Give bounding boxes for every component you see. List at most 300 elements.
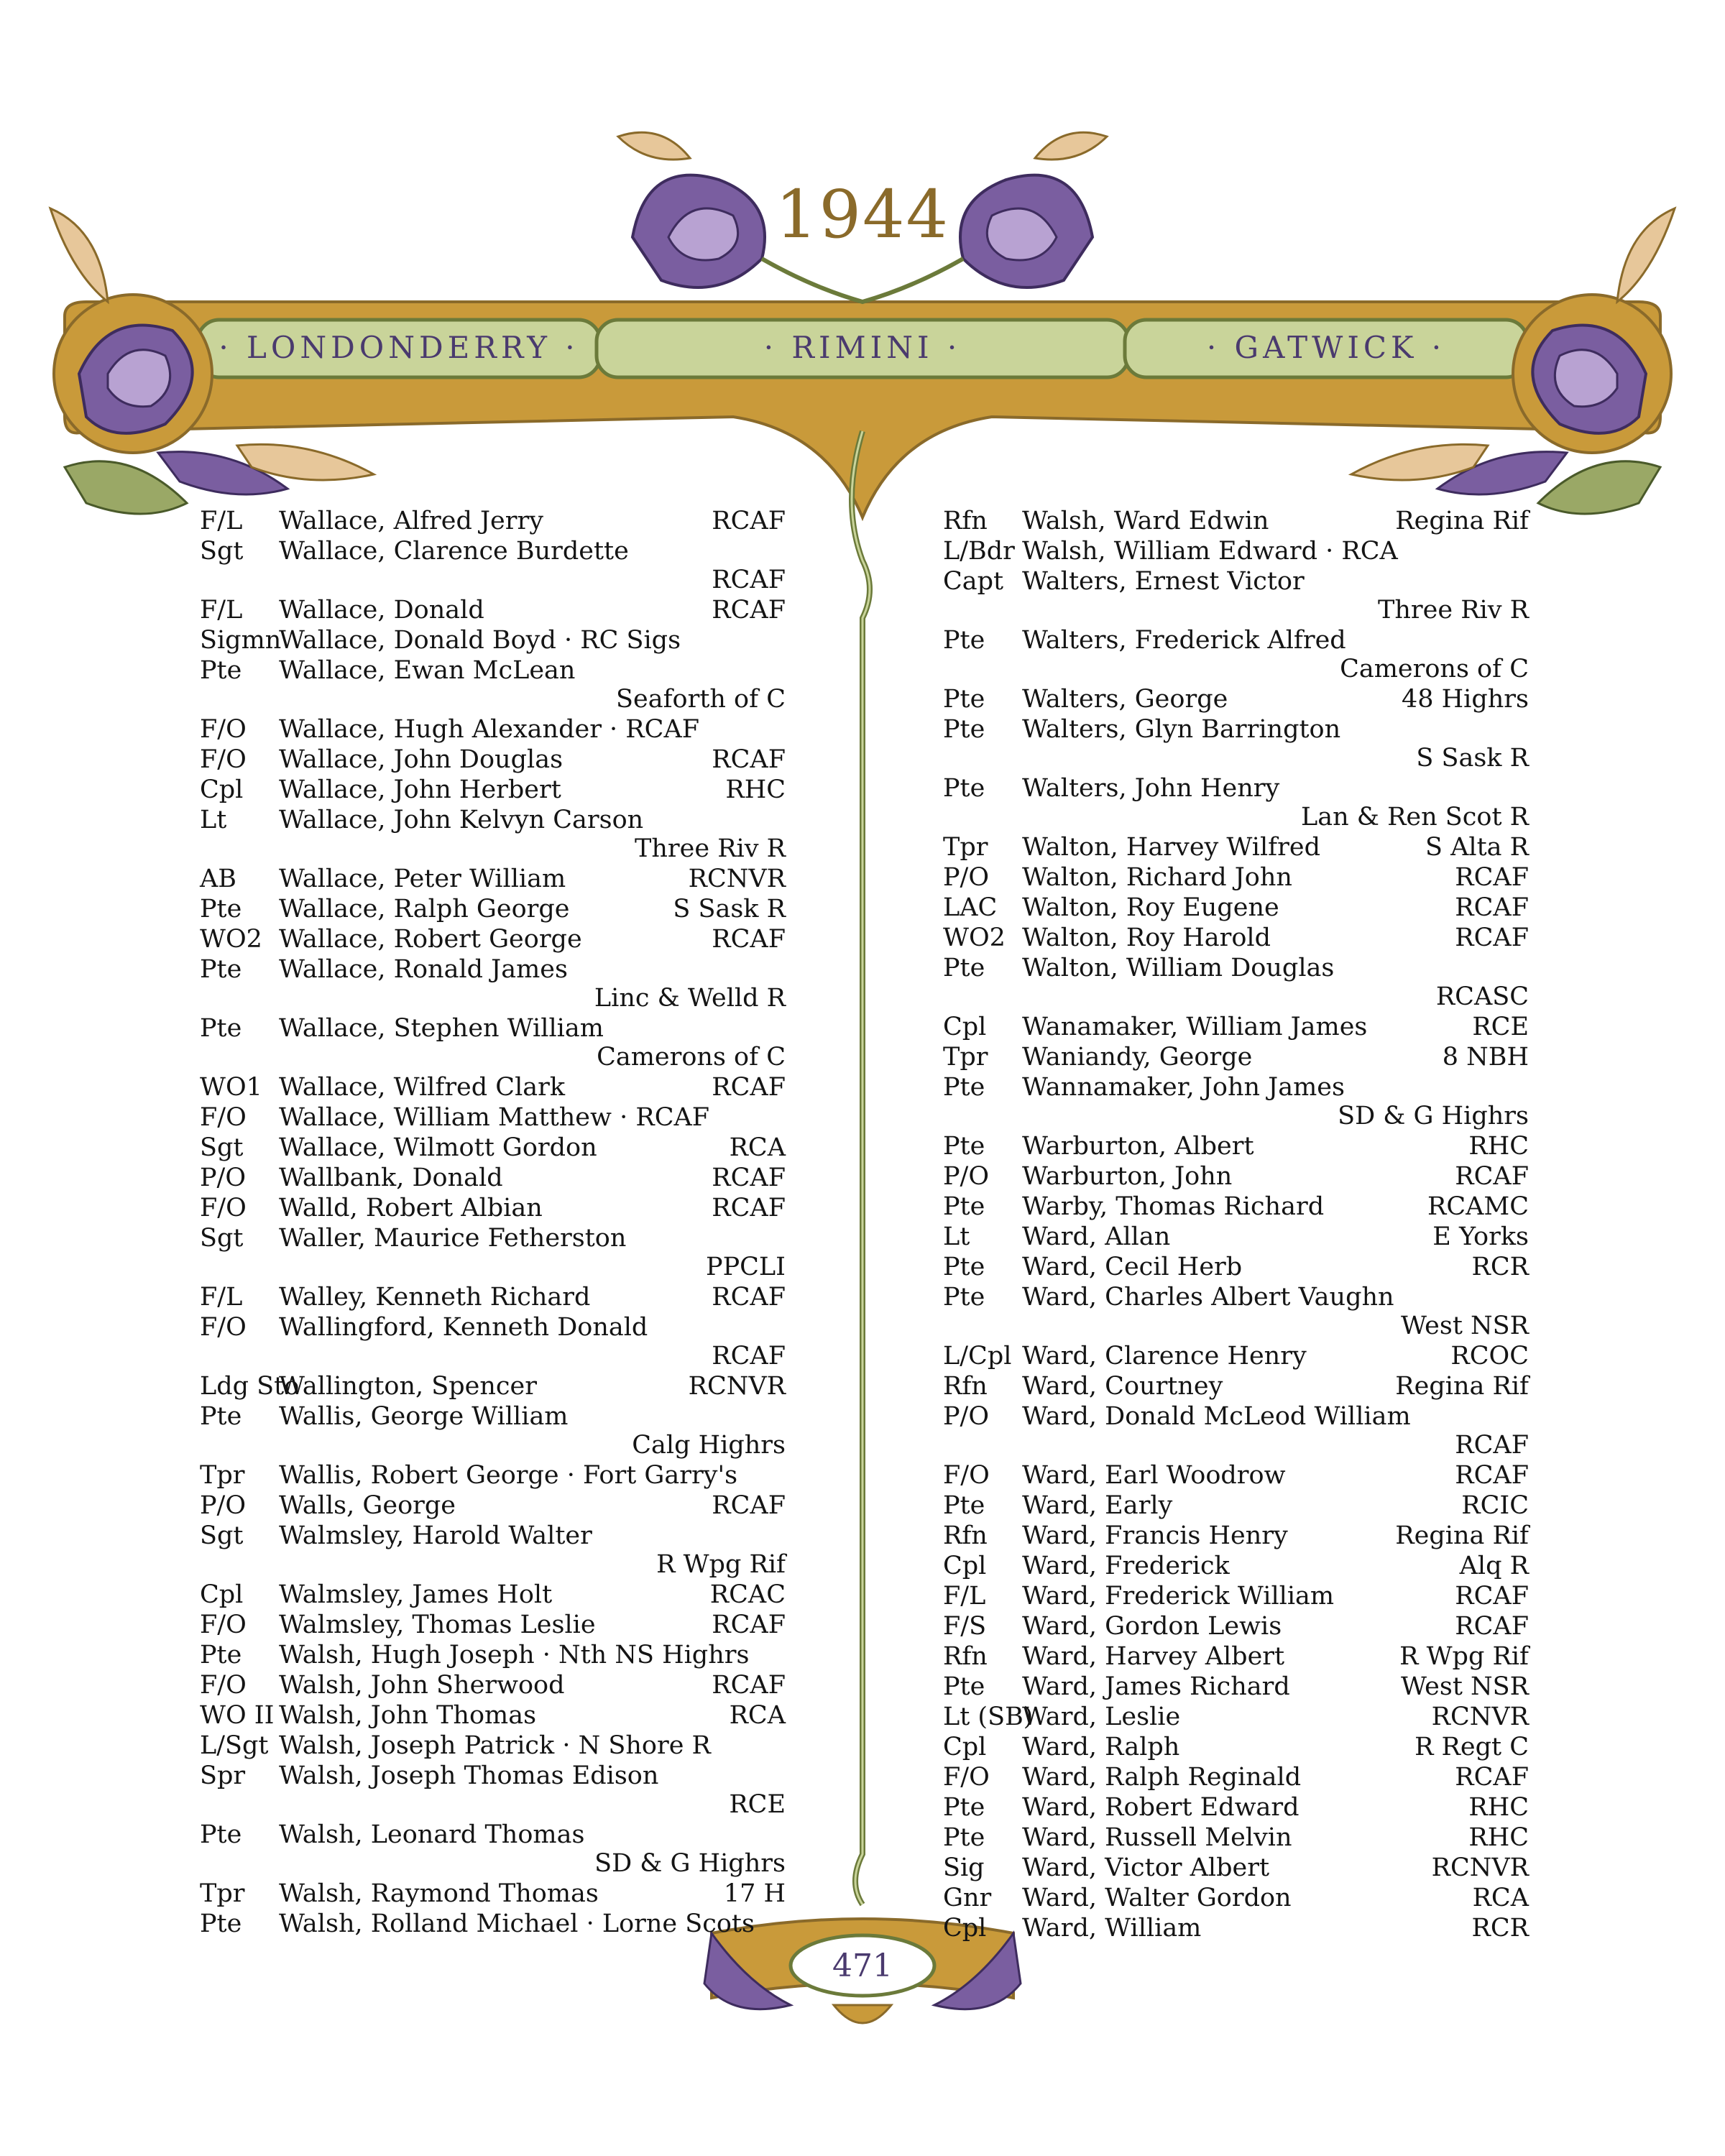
roll-entry [943, 833, 1529, 862]
roll-entry [943, 923, 1529, 952]
unit: RCAF [712, 566, 786, 594]
unit: S Sask R [1416, 744, 1529, 773]
rank: L/Cpl [943, 1342, 1012, 1370]
banner-label-londonderry: · LONDONDERRY · [218, 330, 579, 365]
unit-line [200, 566, 786, 594]
service-name: Ward, Robert Edward [1022, 1793, 1300, 1822]
rank: Tpr [200, 1461, 245, 1490]
unit: Regina Rif [1395, 1521, 1529, 1550]
unit: 48 Highrs [1401, 685, 1529, 714]
roll-entry-line [943, 537, 1529, 566]
service-name: Ward, Russell Melvin [1022, 1823, 1292, 1852]
unit: RCAF [1455, 1763, 1529, 1792]
roll-entry-line [943, 1884, 1529, 1912]
rank: LAC [943, 893, 998, 922]
roll-entry [200, 1224, 786, 1281]
rank: F/L [943, 1582, 986, 1611]
rank: Pte [943, 626, 985, 655]
unit-line [943, 1431, 1529, 1460]
rank: F/S [943, 1612, 987, 1641]
service-name: Walton, Roy Harold [1022, 923, 1271, 952]
roll-entry-line [200, 955, 786, 984]
roll-entry-line [200, 1402, 786, 1431]
roll-entry [943, 1703, 1529, 1731]
service-name: Ward, Courtney [1022, 1372, 1223, 1401]
service-name: Walsh, Ward Edwin [1022, 507, 1269, 535]
rank: Pte [200, 1820, 242, 1849]
service-name: Waller, Maurice Fetherston [279, 1224, 627, 1253]
service-name: Ward, Allan [1022, 1222, 1171, 1251]
roll-entry-line [943, 715, 1529, 744]
unit: RHC [725, 775, 786, 804]
roll-entry [200, 656, 786, 714]
roll-entry-line [200, 596, 786, 625]
unit: RCNVR [688, 865, 786, 893]
roll-entry [200, 1073, 786, 1102]
service-name: Wallace, Hugh Alexander · RCAF [279, 715, 700, 744]
rank: P/O [943, 863, 990, 892]
service-name: Warburton, Albert [1022, 1132, 1254, 1161]
roll-entry [200, 1164, 786, 1192]
unit: RCOC [1450, 1342, 1529, 1370]
unit: RCR [1471, 1914, 1529, 1943]
service-name: Wallace, Donald Boyd · RC Sigs [279, 626, 681, 655]
service-name: Wallace, Wilmott Gordon [279, 1133, 597, 1162]
rank: Tpr [200, 1879, 245, 1908]
rank: F/L [200, 1283, 243, 1312]
roll-entry [200, 537, 786, 594]
roll-entry [200, 1761, 786, 1819]
rank: Pte [943, 1823, 985, 1852]
service-name: Wallace, Ronald James [279, 955, 568, 984]
roll-entry [200, 1909, 786, 1938]
unit: S Alta R [1425, 833, 1529, 862]
roll-entry [943, 1342, 1529, 1370]
service-name: Ward, Walter Gordon [1022, 1884, 1292, 1912]
rank: Pte [943, 715, 985, 744]
roll-entry [200, 955, 786, 1013]
unit: R Wpg Rif [656, 1550, 786, 1579]
unit: 17 H [723, 1879, 786, 1908]
roll-entry [200, 1820, 786, 1878]
roll-entry-line [200, 1909, 786, 1938]
rank: Pte [943, 1192, 985, 1221]
rank: WO2 [200, 925, 262, 954]
rank: Lt [200, 806, 227, 834]
rank: F/O [200, 1194, 247, 1222]
unit: RCAF [712, 507, 786, 535]
roll-entry-line [943, 1073, 1529, 1102]
roll-entry [943, 1763, 1529, 1792]
roll-entry [200, 1372, 786, 1401]
roll-entry [200, 1402, 786, 1460]
roll-entry-line [200, 1641, 786, 1669]
service-name: Walton, William Douglas [1022, 954, 1335, 982]
roll-entry-line [943, 833, 1529, 862]
banner-label-gatwick: · GATWICK · [1206, 330, 1446, 365]
rank: Pte [943, 1283, 985, 1312]
service-name: Warburton, John [1022, 1162, 1233, 1191]
roll-entry-line [943, 1552, 1529, 1580]
roll-entry [943, 1372, 1529, 1401]
roll-entry-line [943, 1222, 1529, 1251]
unit: Lan & Ren Scot R [1301, 803, 1529, 831]
roll-entry-line [943, 1612, 1529, 1641]
unit-line [943, 982, 1529, 1011]
roll-entry-line [943, 1642, 1529, 1671]
rank: Pte [200, 1641, 242, 1669]
service-name: Ward, Frederick [1022, 1552, 1230, 1580]
roll-entry-line [943, 1192, 1529, 1221]
roll-entry-line [200, 1521, 786, 1550]
roll-entry-line [943, 1672, 1529, 1701]
unit: S Sask R [673, 895, 786, 923]
roll-entry [200, 865, 786, 893]
rank: F/O [200, 1103, 247, 1132]
unit-line [943, 803, 1529, 831]
unit: West NSR [1401, 1672, 1529, 1701]
roll-entry-line [943, 1521, 1529, 1550]
rank: Pte [943, 1253, 985, 1281]
roll-entry [943, 1283, 1529, 1340]
roll-entry [200, 1701, 786, 1730]
roll-entry [943, 1192, 1529, 1221]
roll-entry [943, 1461, 1529, 1490]
unit: RCAF [1455, 893, 1529, 922]
service-name: Walsh, Hugh Joseph · Nth NS Highrs [279, 1641, 750, 1669]
roll-entry-line [200, 1194, 786, 1222]
unit-line [200, 1849, 786, 1878]
unit: RHC [1468, 1132, 1529, 1161]
roll-entry-line [200, 925, 786, 954]
service-name: Walsh, Raymond Thomas [279, 1879, 599, 1908]
roll-entry-line [200, 1879, 786, 1908]
roll-entry-line [943, 1342, 1529, 1370]
roll-entry [200, 715, 786, 744]
service-name: Walsh, John Thomas [279, 1701, 537, 1730]
rank: P/O [943, 1162, 990, 1191]
roll-entry [943, 1402, 1529, 1460]
unit-line [200, 984, 786, 1013]
unit: Regina Rif [1395, 507, 1529, 535]
rank: L/Bdr [943, 537, 1015, 566]
service-name: Ward, James Richard [1022, 1672, 1290, 1701]
service-name: Wallingford, Kenneth Donald [279, 1313, 648, 1342]
roll-entry-line [943, 685, 1529, 714]
roll-entry [943, 893, 1529, 922]
service-name: Wallis, Robert George · Fort Garry's [279, 1461, 738, 1490]
unit: RCA [729, 1133, 786, 1162]
rank: F/O [943, 1763, 990, 1792]
unit: RCAF [712, 925, 786, 954]
rank: Pte [200, 955, 242, 984]
unit: SD & G Highrs [1338, 1102, 1529, 1130]
unit: Linc & Welld R [594, 984, 786, 1013]
unit: RCAF [712, 1164, 786, 1192]
roll-entry [943, 1491, 1529, 1520]
rank: Tpr [943, 833, 988, 862]
roll-entry-line [943, 1013, 1529, 1041]
unit-line [943, 744, 1529, 773]
unit-line [200, 1790, 786, 1819]
roll-entry [943, 1222, 1529, 1251]
roll-column-left [200, 507, 786, 1940]
roll-entry [943, 715, 1529, 773]
unit: RCAF [712, 1611, 786, 1639]
unit: Calg Highrs [632, 1431, 786, 1460]
service-name: Walmsley, Thomas Leslie [279, 1611, 596, 1639]
unit: RCAC [709, 1580, 786, 1609]
roll-entry-line [200, 745, 786, 774]
unit-line [943, 1102, 1529, 1130]
service-name: Ward, Earl Woodrow [1022, 1461, 1286, 1490]
roll-entry-line [200, 1491, 786, 1520]
service-name: Ward, William [1022, 1914, 1202, 1943]
service-name: Walsh, Joseph Thomas Edison [279, 1761, 659, 1790]
year-heading: 1944 [775, 176, 950, 253]
rank: F/L [200, 507, 243, 535]
unit: RCAF [712, 1342, 786, 1370]
roll-entry [200, 596, 786, 625]
rank: Pte [943, 1073, 985, 1102]
roll-entry [200, 1731, 786, 1760]
page-number: 471 [832, 1948, 893, 1984]
service-name: Ward, Leslie [1022, 1703, 1181, 1731]
roll-entry-line [200, 656, 786, 685]
roll-entry-line [943, 1043, 1529, 1072]
roll-entry [200, 1671, 786, 1700]
roll-entry [943, 1793, 1529, 1822]
roll-entry-line [200, 1701, 786, 1730]
service-name: Wallace, Clarence Burdette [279, 537, 629, 566]
unit-line [200, 834, 786, 863]
roll-entry [943, 1672, 1529, 1701]
rank: Pte [200, 1402, 242, 1431]
roll-entry-line [200, 1461, 786, 1490]
roll-entry-line [943, 1703, 1529, 1731]
unit: Seaforth of C [616, 685, 786, 714]
roll-entry [200, 626, 786, 655]
roll-entry [943, 1073, 1529, 1130]
rank: P/O [943, 1402, 990, 1431]
roll-entry-line [943, 1793, 1529, 1822]
service-name: Ward, Early [1022, 1491, 1173, 1520]
rank: L/Sgt [200, 1731, 269, 1760]
roll-entry-line [943, 626, 1529, 655]
unit: RCAF [1455, 1612, 1529, 1641]
roll-entry [943, 626, 1529, 683]
roll-entry [943, 1043, 1529, 1072]
unit: PPCLI [706, 1253, 786, 1281]
rank: Sigmn [200, 626, 282, 655]
roll-entry-line [200, 806, 786, 834]
roll-entry [200, 1879, 786, 1908]
rank: Ldg Sto [200, 1372, 300, 1401]
roll-entry [200, 1521, 786, 1579]
unit-line [200, 1043, 786, 1072]
unit: RCA [729, 1701, 786, 1730]
roll-entry-line [943, 954, 1529, 982]
roll-entry [200, 1194, 786, 1222]
roll-entry-line [200, 1820, 786, 1849]
unit: RCAF [712, 596, 786, 625]
service-name: Wallace, Peter William [279, 865, 566, 893]
service-name: Wallace, William Matthew · RCAF [279, 1103, 710, 1132]
service-name: Walton, Harvey Wilfred [1022, 833, 1320, 862]
rank: F/O [200, 715, 247, 744]
rank: Pte [200, 1909, 242, 1938]
roll-entry [943, 537, 1529, 566]
service-name: Walley, Kenneth Richard [279, 1283, 591, 1312]
service-name: Ward, Victor Albert [1022, 1853, 1270, 1882]
banner-label-rimini: · RIMINI · [763, 330, 962, 365]
unit: RHC [1468, 1823, 1529, 1852]
unit: RCAF [712, 1491, 786, 1520]
rank: F/L [200, 596, 243, 625]
roll-entry [200, 507, 786, 535]
roll-entry [200, 1103, 786, 1132]
unit: RCAF [712, 1283, 786, 1312]
unit: RCAF [712, 1194, 786, 1222]
rank: WO II [200, 1701, 275, 1730]
rank: F/O [200, 1671, 247, 1700]
roll-entry-line [943, 1763, 1529, 1792]
roll-entry-line [200, 626, 786, 655]
roll-entry [200, 1461, 786, 1490]
roll-entry [200, 895, 786, 923]
rank: WO2 [943, 923, 1006, 952]
unit: RCIC [1461, 1491, 1529, 1520]
roll-entry [943, 774, 1529, 831]
rank: Pte [943, 1491, 985, 1520]
roll-entry-line [943, 1132, 1529, 1161]
rank: Spr [200, 1761, 246, 1790]
unit-line [200, 1550, 786, 1579]
roll-entry [943, 1521, 1529, 1550]
roll-entry-line [943, 567, 1529, 596]
rank: F/O [200, 1611, 247, 1639]
service-name: Walsh, Rolland Michael · Lorne Scots [279, 1909, 755, 1938]
rank: P/O [200, 1491, 247, 1520]
service-name: Walters, Glyn Barrington [1022, 715, 1341, 744]
roll-entry [943, 507, 1529, 535]
roll-entry-line [200, 1164, 786, 1192]
roll-entry [943, 1013, 1529, 1041]
central-vine-stem [852, 431, 870, 1904]
service-name: Ward, Frederick William [1022, 1582, 1335, 1611]
service-name: Ward, Donald McLeod William [1022, 1402, 1411, 1431]
rank: Pte [200, 656, 242, 685]
service-name: Wallington, Spencer [279, 1372, 537, 1401]
roll-entry [200, 1014, 786, 1072]
roll-entry [943, 1853, 1529, 1882]
rank: Sgt [200, 1521, 244, 1550]
unit: RCAF [1455, 863, 1529, 892]
rank: Pte [943, 1132, 985, 1161]
service-name: Ward, Ralph [1022, 1733, 1180, 1761]
unit: RCAF [712, 1073, 786, 1102]
roll-entry [943, 1914, 1529, 1943]
unit: RHC [1468, 1793, 1529, 1822]
roll-entry-line [943, 774, 1529, 803]
roll-entry [943, 1253, 1529, 1281]
unit-line [943, 596, 1529, 625]
roll-entry [200, 1133, 786, 1162]
rank: Rfn [943, 1372, 988, 1401]
rank: Cpl [943, 1733, 987, 1761]
service-name: Ward, Cecil Herb [1022, 1253, 1243, 1281]
rank: Cpl [200, 1580, 244, 1609]
unit-line [200, 1431, 786, 1460]
rank: WO1 [200, 1073, 262, 1102]
rank: Pte [943, 954, 985, 982]
service-name: Walton, Roy Eugene [1022, 893, 1279, 922]
rank: Sgt [200, 537, 244, 566]
unit: 8 NBH [1442, 1043, 1529, 1072]
service-name: Wallace, Stephen William [279, 1014, 604, 1043]
service-name: Walsh, John Sherwood [279, 1671, 565, 1700]
roll-entry-line [200, 715, 786, 744]
service-name: Walters, John Henry [1022, 774, 1280, 803]
service-name: Walsh, William Edward · RCA [1022, 537, 1398, 566]
service-name: Ward, Ralph Reginald [1022, 1763, 1302, 1792]
rank: Cpl [943, 1552, 987, 1580]
service-name: Wallace, Donald [279, 596, 484, 625]
unit-line [943, 655, 1529, 683]
roll-entry [943, 1162, 1529, 1191]
roll-entry-line [200, 1580, 786, 1609]
roll-entry [200, 1283, 786, 1312]
service-name: Walsh, Leonard Thomas [279, 1820, 585, 1849]
roll-entry [943, 567, 1529, 625]
rank: Pte [200, 1014, 242, 1043]
roll-entry-line [200, 1014, 786, 1043]
roll-entry [200, 1491, 786, 1520]
rank: Cpl [200, 775, 244, 804]
service-name: Walton, Richard John [1022, 863, 1292, 892]
unit: RCE [729, 1790, 786, 1819]
roll-entry-line [943, 863, 1529, 892]
roll-entry [943, 1552, 1529, 1580]
unit: RCAMC [1427, 1192, 1529, 1221]
service-name: Wannamaker, John James [1022, 1073, 1345, 1102]
roll-entry [200, 1611, 786, 1639]
rank: Pte [943, 685, 985, 714]
roll-entry-line [943, 1733, 1529, 1761]
unit: Alq R [1459, 1552, 1529, 1580]
roll-entry-line [200, 1761, 786, 1790]
roll-entry-line [943, 1372, 1529, 1401]
service-name: Wallace, John Kelvyn Carson [279, 806, 644, 834]
roll-entry-line [943, 1914, 1529, 1943]
rank: P/O [200, 1164, 247, 1192]
roll-entry [943, 1733, 1529, 1761]
unit: RCR [1471, 1253, 1529, 1281]
unit: RCNVR [688, 1372, 786, 1401]
roll-entry-line [943, 1491, 1529, 1520]
rank: Sig [943, 1853, 985, 1882]
roll-entry-line [943, 893, 1529, 922]
unit: RCAF [1455, 1582, 1529, 1611]
roll-entry [200, 806, 786, 863]
roll-entry [200, 1641, 786, 1669]
roll-entry-line [200, 1313, 786, 1342]
service-name: Warby, Thomas Richard [1022, 1192, 1325, 1221]
roll-entry-line [943, 1461, 1529, 1490]
service-name: Walsh, Joseph Patrick · N Shore R [279, 1731, 711, 1760]
service-name: Wallace, John Herbert [279, 775, 561, 804]
unit: RCE [1472, 1013, 1529, 1041]
